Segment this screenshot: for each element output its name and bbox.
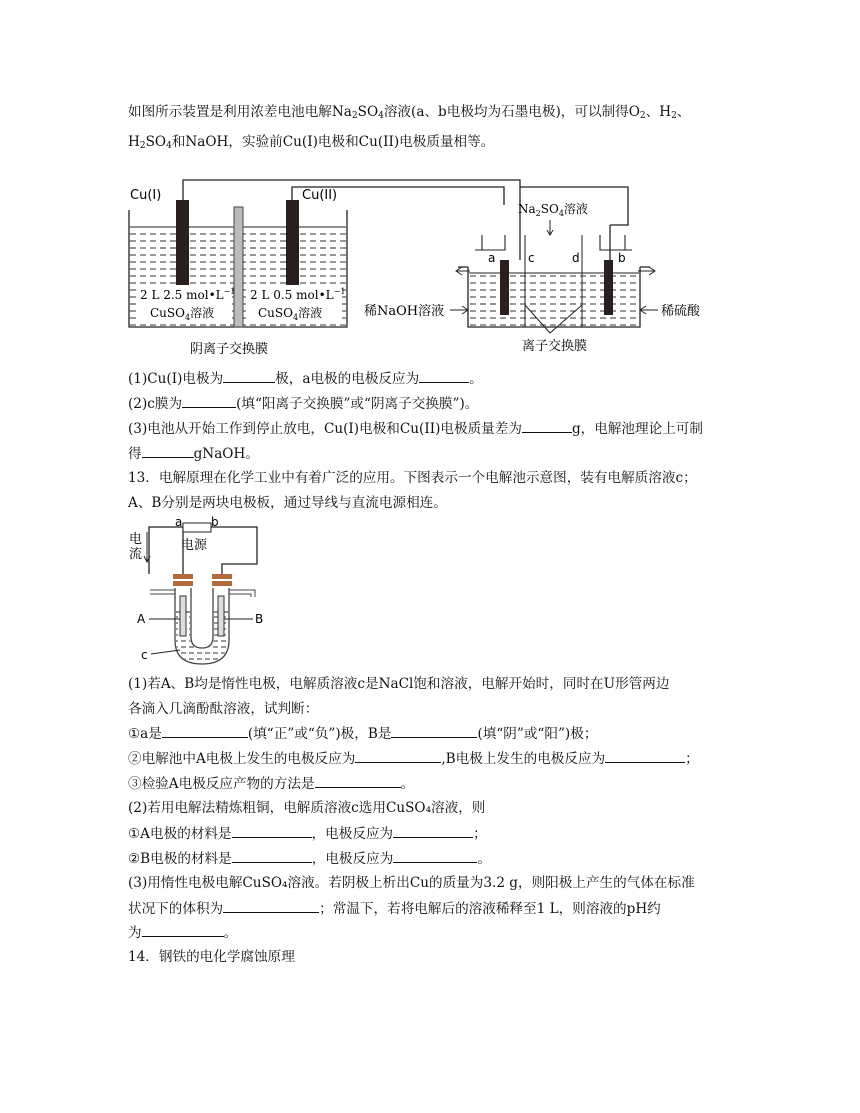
ion-membrane-label: 离子交换膜 [522,339,588,354]
q13-part2-line1: (2)若用电解法精炼粗铜，电解质溶液c选用CuSO₄溶液，则 [128,800,486,816]
blank[interactable] [142,922,224,937]
q13-stem-1: 13．电解原理在化学工业中有着广泛的应用。下图表示一个电解池示意图，装有电解质溶液c； [128,470,697,486]
power-label: 电源 [181,538,208,553]
label-b: b [211,515,219,529]
label-d: d [572,251,580,265]
label-b: b [618,251,626,265]
blank[interactable] [419,368,469,383]
blank[interactable] [182,393,236,408]
current-label-2: 流 [129,547,143,562]
electrode-A [180,596,186,636]
left-solution-conc: 2 L 2.5 $mol•L^{-1}$ [140,287,236,302]
blank[interactable] [232,823,312,838]
anion-membrane [234,207,243,327]
blank[interactable] [393,823,473,838]
right-solution-name: CuSO$_4$溶液 [258,306,323,322]
q13-part1-line5: ③检验A电极反应产物的方法是 。 [128,773,414,794]
q14-title: 14．钢铁的电化学腐蚀原理 [128,949,295,965]
blank[interactable] [522,418,572,433]
q13-part1-line4: ②电解池中A电极上发生的电极反应为 ,B电极上发生的电极反应为 ； [128,748,699,769]
blank[interactable] [142,443,194,458]
label-A: A [137,612,146,626]
cu2-electrode [286,200,299,292]
intro-line-2: $H_2SO_4$和NaOH，实验前Cu(I)电极和Cu(II)电极质量相等。 [128,134,495,151]
q12-part1: (1)Cu(I)电极为 极，a电极的电极反应为 。 [128,368,483,389]
anion-membrane-label: 阴离子交换膜 [190,342,269,357]
blank[interactable] [232,848,312,863]
q13-part3-line1: (3)用惰性电极电解CuSO₄溶液。若阴极上析出Cu的质量为3.2 g，则阳极上产生的气体在标准 [128,875,695,891]
label-B: B [255,612,264,626]
q13-part1-line2: 各滴入几滴酚酞溶液，试判断： [128,701,319,717]
intro-line-1: 如图所示装置是利用浓差电池电解$Na_2SO_4$溶液(a、b电极均为石墨电极)，可以制得$O_2$、$H_2$、 [128,104,691,121]
cu2-label: Cu(II) [302,188,338,203]
q12-part3-line1: (3)电池从开始工作到停止放电，Cu(I)电极和Cu(II)电极质量差为 g，电解池理论上可制 [128,418,703,439]
blank[interactable] [605,748,685,763]
q12-part3-line2: 得 gNaOH。 [128,443,259,464]
blank[interactable] [223,898,319,913]
q13-part1-line1: (1)若A、B均是惰性电极，电解质溶液c是NaCl饱和溶液，电解开始时，同时在U形管两边 [128,676,670,692]
label-a: a [488,251,496,265]
label-c: c [141,648,148,662]
left-solution-name: CuSO$_4$溶液 [150,306,215,322]
label-a: a [175,515,183,529]
blank[interactable] [393,848,477,863]
q13-part3-line3: 为 。 [128,922,237,943]
electrode-B [218,596,224,636]
cu1-label: Cu(I) [130,188,162,203]
h2so4-label: 稀硫酸 [661,304,701,319]
q13-part3-line2: 状况下的体积为 ；常温下，若将电解后的溶液稀释至1 L，则溶液的pH约 [128,898,661,919]
blank[interactable] [162,723,248,738]
blank[interactable] [223,368,275,383]
blank[interactable] [355,748,441,763]
current-label-1: 电 [129,532,143,547]
q13-part1-line3: ①a是 (填“正”或“负”)极，B是 (填“阴”或“阳”)极； [128,723,597,744]
electrode-a [500,260,509,315]
q13-part2-line2: ①A电极的材料是 ，电极反应为 ； [128,823,487,844]
naoh-label: 稀NaOH溶液 [364,304,445,319]
q13-part2-line3: ②B电极的材料是 ，电极反应为 。 [128,848,491,869]
u-tube-figure [125,512,285,672]
power-source-terminal [183,523,211,532]
blank[interactable] [315,773,401,788]
na2so4-label: $Na_2SO_4$溶液 [518,202,588,218]
q13-stem-2: A、B分别是两块电极板，通过导线与直流电源相连。 [128,495,447,511]
cu1-electrode [176,200,189,292]
label-c: c [528,251,535,265]
concentration-cell-figure [120,175,720,365]
right-solution-conc: 2 L 0.5 $mol•L^{-1}$ [250,287,346,302]
q12-part2: (2)c膜为 (填“阳离子交换膜”或“阴离子交换膜”)。 [128,393,478,414]
blank[interactable] [391,723,477,738]
electrode-b [604,260,613,315]
